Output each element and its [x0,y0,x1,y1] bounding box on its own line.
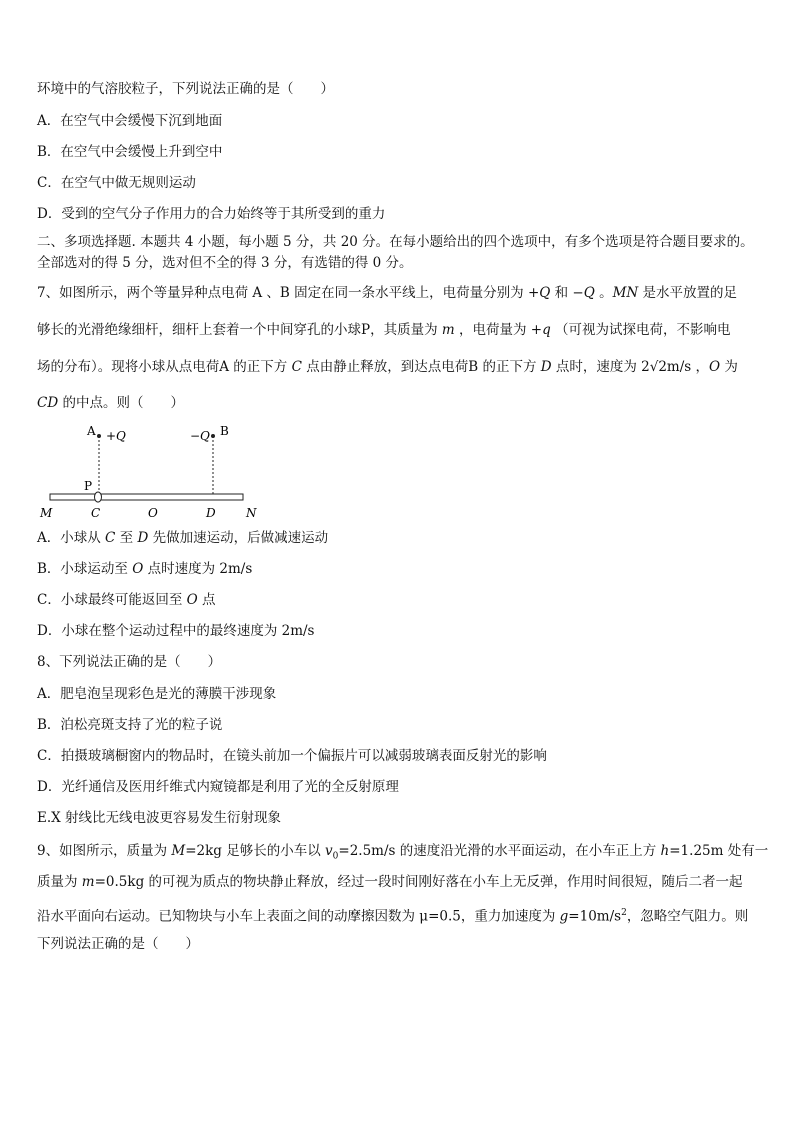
q7-stem-line1: 7、如图所示，两个等量异种点电荷 A 、B 固定在同一条水平线上，电荷量分别为 +Q 和 −Q 。MN 是水平放置的足 [37,285,738,301]
q6-option-d: D．受到的空气分子作用力的合力始终等于其所受到的重力 [37,206,386,222]
q7-stem-line2: 够长的光滑绝缘细杆，细杆上套着一个中间穿孔的小球P，其质量为 m ，电荷量为 +q （可视为试探电荷，不影响电 [37,322,731,338]
label-d: D [206,506,216,520]
label-plus-q: +Q [106,429,126,443]
q8-option-d: D．光纤通信及医用纤维式内窥镜都是利用了光的全反射原理 [37,779,399,795]
section2-instructions-line2: 全部选对的得 5 分，选对但不全的得 3 分，有选错的得 0 分。 [37,255,413,271]
label-minus-q: −Q [190,429,210,443]
q8-option-a: A．肥皂泡呈现彩色是光的薄膜干涉现象 [37,686,277,702]
q9-stem-line3: 沿水平面向右运动。已知物块与小车上表面之间的动摩擦因数为 μ=0.5，重力加速度为 $g=10m/s^2$，忽略空气阻力。则 [37,908,749,925]
q9-stem-line1: 9、如图所示，质量为 M=2kg 足够长的小车以 $v_0=2.5m/s$ 的速度沿光滑的水平面运动，在小车正上方 h=1.25m 处有一 [37,843,769,862]
label-o: O [148,506,158,520]
label-n: N [246,506,257,520]
q9-stem-line2: 质量为 m=0.5kg 的可视为质点的物块静止释放，经过一段时间刚好落在小车上无反弹，作用时间很短，随后二者一起 [37,874,743,890]
q6-option-c: C．在空气中做无规则运动 [37,175,196,191]
insulating-rod [50,494,243,500]
q6-stem-tail: 环境中的气溶胶粒子，下列说法正确的是（ ） [37,81,334,97]
q7-stem-line4: CD 的中点。则（ ） [37,395,184,411]
q7-option-a: A．小球从 C 至 D 先做加速运动，后做减速运动 [37,530,329,546]
q7-option-c: C．小球最终可能返回至 O 点 [37,592,216,608]
q8-option-b: B．泊松亮斑支持了光的粒子说 [37,717,223,733]
q8-stem: 8、下列说法正确的是（ ） [37,654,222,670]
label-m: M [40,506,53,520]
charge-a-dot [97,434,101,438]
q7-option-d: D．小球在整个运动过程中的最终速度为 2m/s [37,623,315,639]
label-a: A [87,424,96,438]
charge-b-dot [211,434,215,438]
label-b: B [220,424,229,438]
label-p: P [84,479,93,493]
q7-charge-rod-diagram [36,420,266,525]
q6-option-a: A．在空气中会缓慢下沉到地面 [37,113,223,129]
q8-option-c: C．拍摄玻璃橱窗内的物品时，在镜头前加一个偏振片可以减弱玻璃表面反射光的影响 [37,748,547,764]
q7-option-b: B．小球运动至 O 点时速度为 2m/s [37,561,253,577]
q6-option-b: B．在空气中会缓慢上升到空中 [37,144,223,160]
q9-stem-line4: 下列说法正确的是（ ） [37,936,199,952]
section2-instructions-line1: 二、多项选择题. 本题共 4 小题，每小题 5 分，共 20 分。在每小题给出的四个选项中，有多个选项是符合题目要求的。 [37,234,754,250]
q8-option-e: E.X 射线比无线电波更容易发生衍射现象 [37,810,282,826]
q7-stem-line3: 场的分布）。现将小球从点电荷A 的正下方 C 点由静止释放，到达点电荷B 的正下方 D 点时，速度为 2√2m/s ，O 为 [37,359,738,375]
ball-p [95,492,102,502]
label-c: C [91,506,101,520]
